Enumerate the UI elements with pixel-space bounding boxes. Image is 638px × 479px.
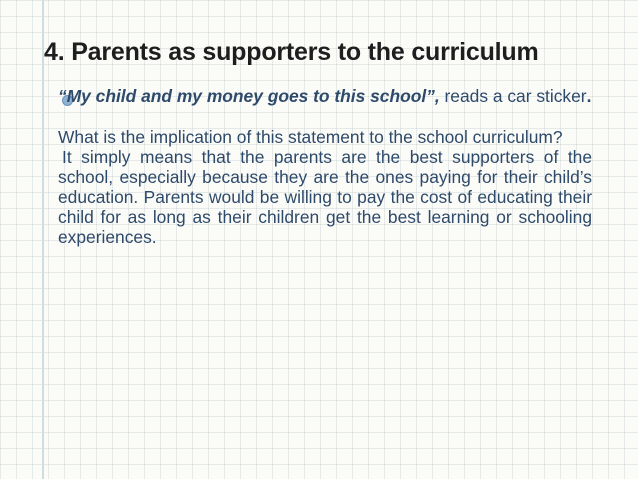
slide-body xyxy=(58,86,592,247)
left-margin-rule xyxy=(42,0,44,479)
quote-attribution: reads a car sticker xyxy=(439,86,587,106)
quote-text: “My child and my money goes to this school”, xyxy=(58,86,440,106)
quote-end: . xyxy=(586,86,592,106)
quote-paragraph xyxy=(58,86,592,106)
question-paragraph: What is the implication of this statement to the school curriculum? xyxy=(58,127,563,147)
slide-title: 4. Parents as supporters to the curriculum xyxy=(44,38,539,66)
answer-paragraph: It simply means that the parents are the best supporters of the school, especially because they are the ones paying for their child’s education. Parents would be willing to pay the cost of educating their child for as long as their children get the best learning or schooling experiences. xyxy=(58,147,592,247)
